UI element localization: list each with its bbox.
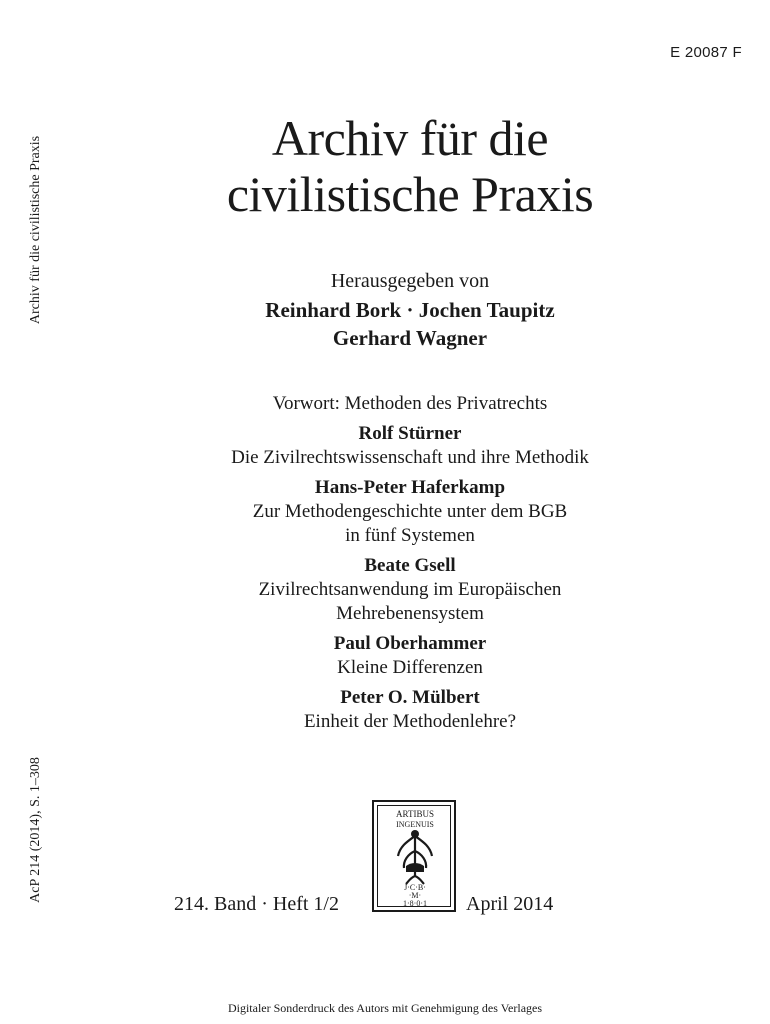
toc-author: Peter O. Mülbert — [340, 687, 480, 708]
journal-code: E 20087 F — [670, 44, 742, 61]
spine-citation — [16, 740, 56, 920]
svg-text:1·8·0·1: 1·8·0·1 — [403, 899, 427, 908]
toc-title: Die Zivilrechtswissenschaft und ihre Methodik — [231, 447, 589, 468]
spine-title-text: Archiv für die civilistische Praxis — [28, 135, 43, 325]
toc-entry — [160, 476, 660, 548]
publisher-logo — [372, 800, 456, 912]
toc-entry — [160, 686, 660, 734]
journal-title — [140, 110, 680, 222]
toc-entry — [160, 554, 660, 626]
spine-citation-text: AcP 214 (2014), S. 1–308 — [28, 757, 44, 903]
toc-entry — [160, 632, 660, 680]
table-of-contents — [160, 392, 660, 740]
journal-title-line2: civilistische Praxis — [226, 166, 594, 222]
publisher-label: Herausgegeben von — [330, 270, 490, 292]
toc-author: Hans-Peter Haferkamp — [314, 477, 506, 498]
toc-title-cont: Mehrebenensystem — [336, 603, 484, 624]
publisher-logo-art — [378, 806, 452, 908]
footer-note: Digitaler Sonderdruck des Autors mit Genehmigung des Verlages — [227, 1001, 543, 1015]
issue-volume: 214. Band · Heft 1/2 — [174, 893, 339, 915]
toc-author: Beate Gsell — [364, 555, 456, 576]
toc-title: Kleine Differenzen — [337, 657, 483, 678]
toc-author: Paul Oberhammer — [333, 633, 487, 654]
toc-title: Einheit der Methodenlehre? — [303, 711, 517, 732]
spine-title — [16, 110, 56, 350]
editors-line2: Gerhard Wagner — [332, 326, 488, 350]
journal-title-line1: Archiv für die — [271, 110, 549, 166]
svg-text:ARTIBUS: ARTIBUS — [396, 809, 434, 819]
toc-title-cont: in fünf Systemen — [345, 525, 475, 546]
toc-title: Zur Methodengeschichte unter dem BGB — [252, 501, 568, 522]
svg-text:INGENUIS: INGENUIS — [396, 820, 434, 829]
toc-entry — [160, 422, 660, 470]
toc-intro: Vorwort: Methoden des Privatrechts — [272, 393, 548, 414]
issue-date: April 2014 — [466, 893, 554, 915]
editors — [160, 296, 660, 352]
editors-line1: Reinhard Bork · Jochen Taupitz — [265, 298, 555, 322]
svg-text:J·C·B·: J·C·B· — [404, 883, 426, 892]
toc-title: Zivilrechtsanwendung im Europäischen — [258, 579, 562, 600]
svg-text:·M·: ·M· — [408, 891, 422, 900]
toc-author: Rolf Stürner — [358, 423, 462, 444]
